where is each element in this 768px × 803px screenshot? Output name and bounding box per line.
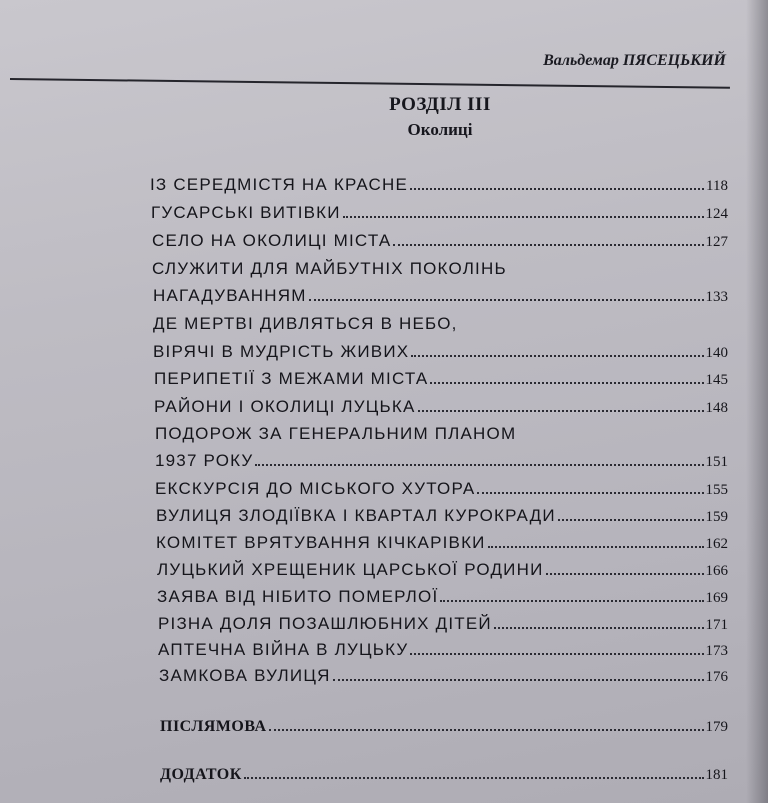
toc-page-number: 124 xyxy=(705,206,728,222)
toc-entry-title: ВІРЯЧІ В МУДРІСТЬ ЖИВИХ xyxy=(153,342,410,361)
leader-dots xyxy=(244,777,704,779)
toc-entry-title-line1: ПОДОРОЖ ЗА ГЕНЕРАЛЬНИМ ПЛАНОМ xyxy=(155,424,517,443)
leader-dots xyxy=(494,627,704,629)
toc-entry-title: АПТЕЧНА ВІЙНА В ЛУЦЬКУ xyxy=(158,640,409,659)
toc-page-number: 148 xyxy=(705,400,728,416)
toc-page-number: 179 xyxy=(705,719,728,735)
toc-page-number: 140 xyxy=(705,345,728,361)
leader-dots xyxy=(411,355,703,357)
toc-entry-title: ГУСАРСЬКІ ВИТІВКИ xyxy=(151,203,341,222)
toc-page-number: 169 xyxy=(705,590,728,606)
toc-entry xyxy=(155,479,728,499)
toc-entry-title: ВУЛИЦЯ ЗЛОДІЇВКА І КВАРТАЛ КУРОКРАДИ xyxy=(156,506,556,525)
leader-dots xyxy=(410,188,704,190)
leader-dots xyxy=(440,600,703,602)
toc-entry xyxy=(151,203,728,223)
toc-entry-title-line1: СЛУЖИТИ ДЛЯ МАЙБУТНІХ ПОКОЛІНЬ xyxy=(152,259,507,278)
toc-entry-title: ДОДАТОК xyxy=(160,766,242,783)
toc-entry xyxy=(158,614,728,634)
toc-page-number: 127 xyxy=(705,234,728,250)
toc-entry-title: ЗАЯВА ВІД НІБИТО ПОМЕРЛОЇ xyxy=(157,587,439,606)
toc-entry xyxy=(152,231,728,251)
toc-page-number: 118 xyxy=(706,178,728,194)
toc-page-number: 181 xyxy=(705,767,728,783)
leader-dots xyxy=(488,546,704,548)
toc-entry xyxy=(157,587,728,607)
leader-dots xyxy=(309,299,704,301)
toc-page-number: 173 xyxy=(705,643,728,659)
leader-dots xyxy=(430,382,703,384)
leader-dots xyxy=(343,216,704,218)
toc-page-number: 159 xyxy=(705,509,728,525)
leader-dots xyxy=(333,679,704,681)
leader-dots xyxy=(558,519,704,521)
toc-page-number: 155 xyxy=(705,482,728,498)
section-heading: РОЗДІЛ ІІІ xyxy=(389,94,491,115)
toc-page-number: 151 xyxy=(705,454,728,470)
toc-entry xyxy=(154,397,728,417)
toc-entry-title: 1937 РОКУ xyxy=(155,451,254,470)
leader-dots xyxy=(477,492,703,494)
toc-entry xyxy=(157,560,728,580)
toc-page-number: 145 xyxy=(705,372,728,388)
toc-entry xyxy=(160,766,728,784)
leader-dots xyxy=(546,573,704,575)
toc-entry xyxy=(156,506,728,526)
toc-entry xyxy=(154,369,728,389)
toc-entry xyxy=(155,451,728,471)
leader-dots xyxy=(418,410,704,412)
toc-entry-title: ЛУЦЬКИЙ ХРЕЩЕНИК ЦАРСЬКОЇ РОДИНИ xyxy=(157,560,544,579)
leader-dots xyxy=(255,464,703,466)
toc-entry xyxy=(153,342,728,362)
toc-entry xyxy=(153,286,728,306)
leader-dots xyxy=(269,729,704,731)
toc-entry xyxy=(156,533,728,553)
toc-page-number: 162 xyxy=(705,536,728,552)
toc-entry-title: ПЕРИПЕТІЇ З МЕЖАМИ МІСТА xyxy=(154,369,429,388)
toc-page-number: 176 xyxy=(705,669,728,685)
toc-entry xyxy=(158,640,728,660)
toc-entry-title: ІЗ СЕРЕДМІСТЯ НА КРАСНЕ xyxy=(150,175,409,194)
toc-page-number: 133 xyxy=(705,289,728,305)
toc-entry-title: ПІСЛЯМОВА xyxy=(160,718,267,735)
toc-entry xyxy=(160,718,728,736)
toc-entry-title: СЕЛО НА ОКОЛИЦІ МІСТА xyxy=(152,231,392,250)
running-head: Вальдемар ПЯСЕЦЬКИЙ xyxy=(543,52,726,69)
toc-entry-title: ЗАМКОВА ВУЛИЦЯ xyxy=(159,666,331,685)
toc-page-number: 166 xyxy=(705,563,728,579)
leader-dots xyxy=(410,653,703,655)
toc-page-number: 171 xyxy=(705,617,728,633)
toc-entry-title: РАЙОНИ І ОКОЛИЦІ ЛУЦЬКА xyxy=(154,397,416,416)
leader-dots xyxy=(393,244,703,246)
toc-entry-title: НАГАДУВАННЯМ xyxy=(153,286,307,305)
section-subtitle: Околиці xyxy=(407,120,473,139)
toc-entry-title: КОМІТЕТ ВРЯТУВАННЯ КІЧКАРІВКИ xyxy=(156,533,486,552)
toc-entry-title: РІЗНА ДОЛЯ ПОЗАШЛЮБНИХ ДІТЕЙ xyxy=(158,614,492,633)
toc-entry-title: ЕКСКУРСІЯ ДО МІСЬКОГО ХУТОРА xyxy=(155,479,476,498)
toc-entry-title-line1: ДЕ МЕРТВІ ДИВЛЯТЬСЯ В НЕБО, xyxy=(153,314,458,333)
toc-entry xyxy=(150,175,728,195)
toc-entry xyxy=(159,666,728,686)
